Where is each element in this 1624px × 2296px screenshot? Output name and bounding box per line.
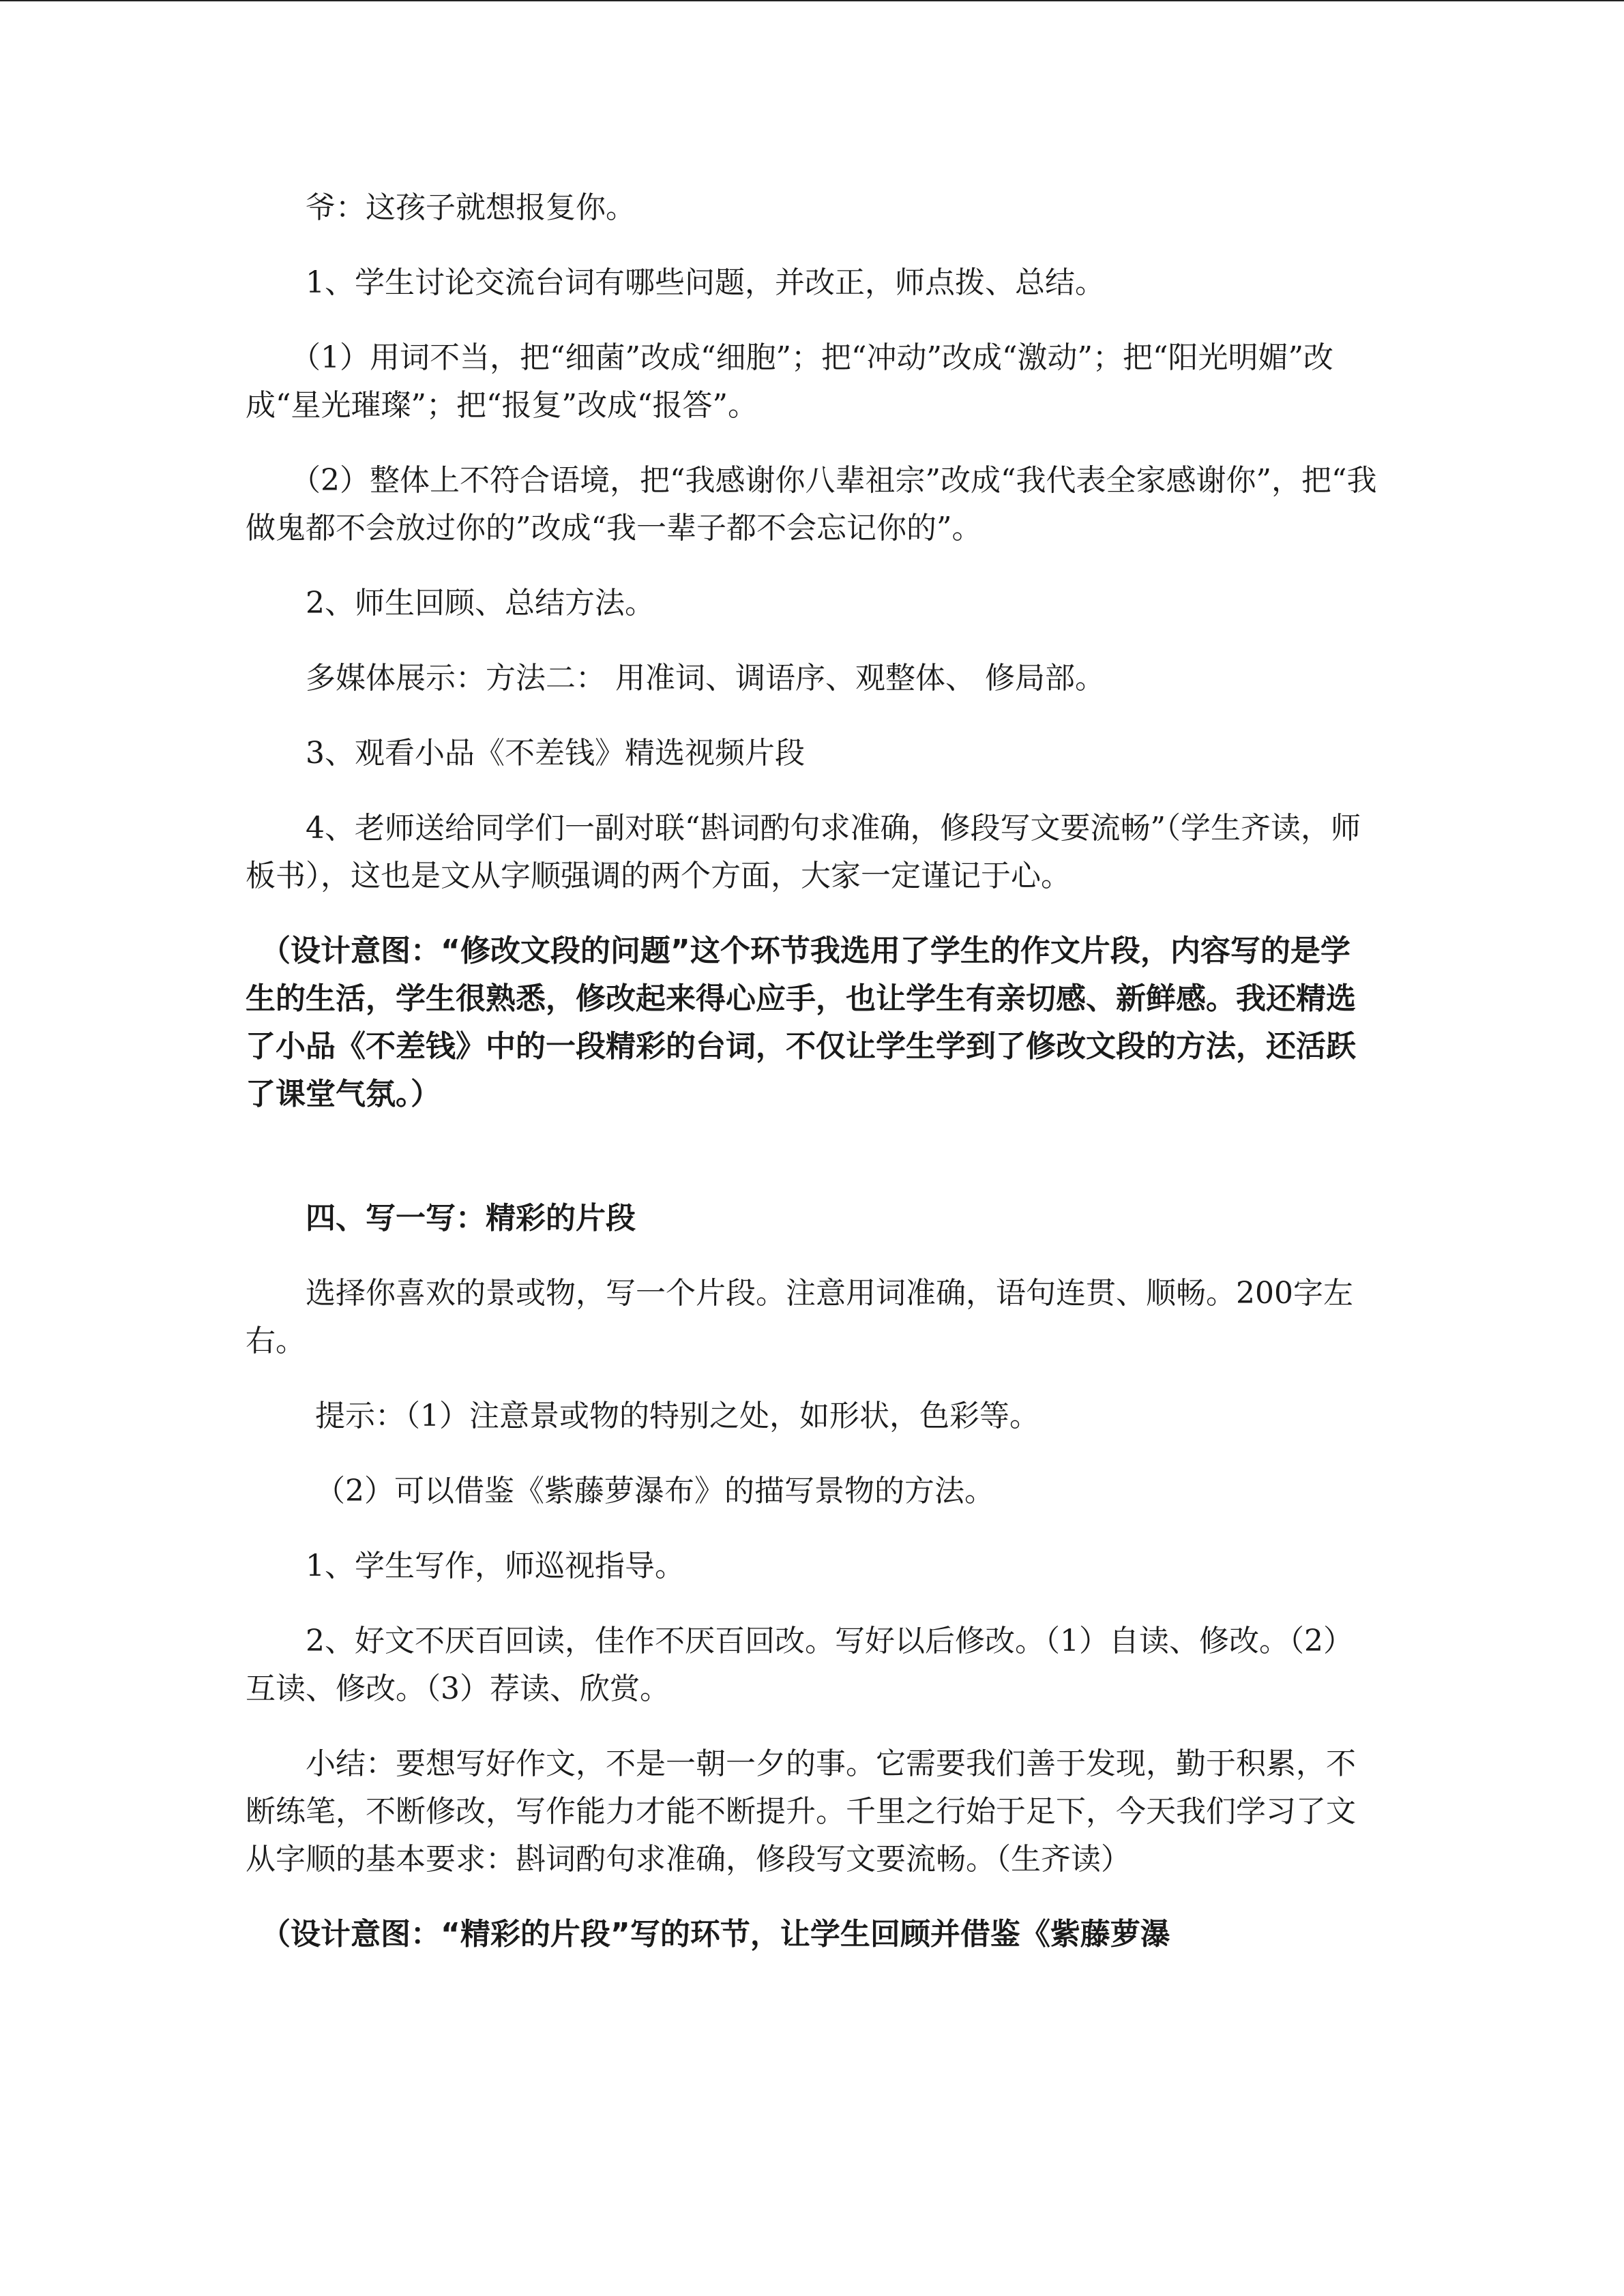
- paragraph-context-fix: （2）整体上不符合语境，把“我感谢你八辈祖宗”改成“我代表全家感谢你”，把“我做鬼都不会放过你的”改成“我一辈子都不会忘记你的”。: [246, 463, 1377, 546]
- section-heading-writing: 四、写一写：精彩的片段: [246, 1201, 636, 1236]
- paragraph-step-1-discussion: 1、学生讨论交流台词有哪些问题，并改正，师点拨、总结。: [246, 265, 1105, 300]
- paragraph-dialogue-line: 爷：这孩子就想报复你。: [246, 190, 636, 225]
- paragraph-summary: 小结：要想写好作文，不是一朝一夕的事。它需要我们善于发现，勤于积累，不断练笔，不断修改，写作能力才能不断提升。千里之行始于足下，今天我们学习了文从字顺的基本要求：斟词酌句求准确，修段写文要流畅。（生齐读）: [246, 1746, 1356, 1877]
- paragraph-method-two: 多媒体展示：方法二： 用准词、调语序、观整体、 修局部。: [246, 661, 1105, 696]
- paragraph-hint-2: （2）可以借鉴《紫藤萝瀑布》的描写景物的方法。: [246, 1474, 994, 1508]
- paragraph-design-intent-2: （设计意图：“精彩的片段”写的环节，让学生回顾并借鉴《紫藤萝瀑: [246, 1917, 1170, 1952]
- paragraph-hint-1: 提示：（1）注意景或物的特别之处，如形状，色彩等。: [246, 1399, 1039, 1433]
- paragraph-writing-task: 选择你喜欢的景或物，写一个片段。注意用词准确，语句连贯、顺畅。200字左右。: [246, 1276, 1353, 1358]
- paragraph-word-choice-fix: （1）用词不当，把“细菌”改成“细胞”；把“冲动”改成“激动”；把“阳光明媚”改成“星光璀璨”；把“报复”改成“报答”。: [246, 340, 1333, 423]
- paragraph-step-4-couplet: 4、老师送给同学们一副对联“斟词酌句求准确，修段写文要流畅”（学生齐读，师板书），这也是文从字顺强调的两个方面，大家一定谨记于心。: [246, 811, 1361, 893]
- paragraph-writing-step-2: 2、好文不厌百回读，佳作不厌百回改。写好以后修改。（1）自读、修改。（2）互读、修改。（3）荐读、欣赏。: [246, 1624, 1353, 1706]
- paragraph-step-2-review: 2、师生回顾、总结方法。: [246, 586, 655, 621]
- paragraph-writing-step-1: 1、学生写作，师巡视指导。: [246, 1549, 685, 1583]
- page-top-border: [0, 0, 1624, 1]
- paragraph-design-intent-1: （设计意图：“修改文段的问题”这个环节我选用了学生的作文片段，内容写的是学生的生活，学生很熟悉，修改起来得心应手，也让学生有亲切感、新鲜感。我还精选了小品《不差钱》中的一段精彩的台词，不仅让学生学到了修改文段的方法，还活跃了课堂气氛。）: [246, 934, 1356, 1112]
- document-page: [246, 184, 1378, 1958]
- paragraph-step-3-video: 3、观看小品《不差钱》精选视频片段: [246, 736, 805, 771]
